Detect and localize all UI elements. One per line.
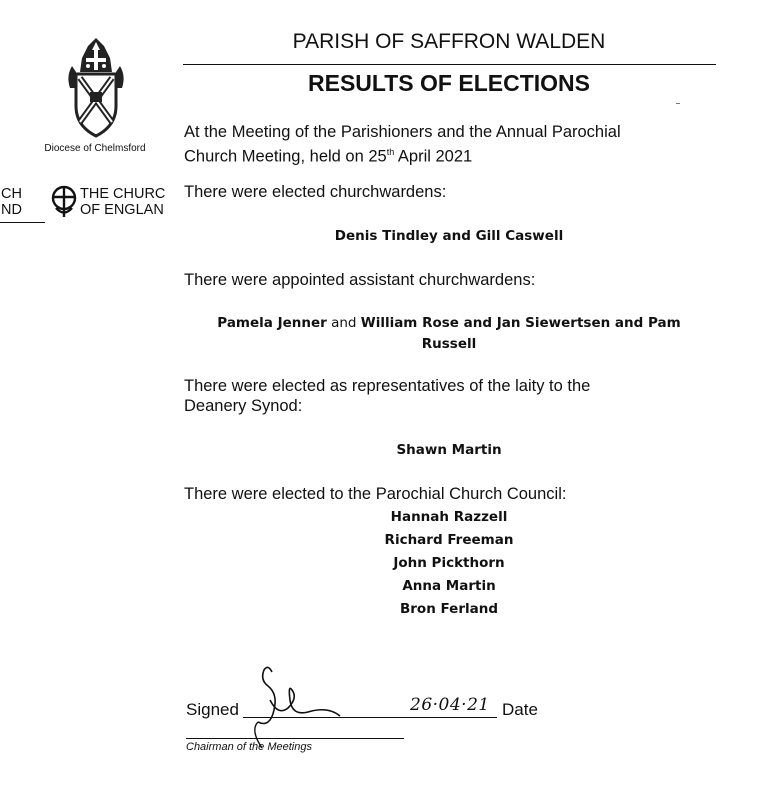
coe-cross-icon [50,184,78,218]
intro-ordinal-suffix: th [386,147,395,157]
deanery-names: Shawn Martin [396,442,502,458]
coe-left-line1: CH [1,186,22,202]
coe-wordmark-right [80,186,165,218]
heading-divider [183,64,716,65]
list-item: Richard Freeman [384,532,514,548]
date-label: Date [502,700,538,719]
coe-right-line1: THE CHURC [80,186,166,202]
list-item: John Pickthorn [393,555,505,571]
deanery-line2: Deanery Synod: [184,397,303,415]
assistant-names-2: William Rose and Jan Siewertsen and Pam [360,315,681,331]
chairman-line [186,738,404,739]
handwritten-signature [244,660,354,750]
churchwardens-label: There were elected churchwardens: [184,183,447,201]
pcc-label: There were elected to the Parochial Church Council: [184,485,567,503]
coe-right-line2: OF ENGLAN [80,202,164,218]
assistants-conjunction: and [326,315,361,331]
diocese-label: Diocese of Chelmsford [44,143,146,154]
intro-line1: At the Meeting of the Parishioners and the Annual Parochial [184,123,621,141]
handwritten-date: 26·04·21 [410,695,490,715]
intro-line2 [184,142,621,167]
assistants-names [183,313,715,355]
list-item: Anna Martin [402,578,496,594]
deanery-line1: There were elected as representatives of the laity to the [184,377,591,395]
coe-left-line2: ND [1,202,22,218]
intro-paragraph [184,122,621,167]
parish-heading: PARISH OF SAFFRON WALDEN [292,30,606,53]
list-item: Bron Ferland [399,601,499,617]
chairman-role-label: Chairman of the Meetings [186,741,312,753]
signed-label: Signed [186,700,239,719]
church-of-england-logo [0,183,180,227]
coe-underline [0,222,45,223]
list-item: Hannah Razzell [390,509,508,525]
assistants-line2: Russell [421,336,477,352]
pcc-members-list [183,506,715,621]
churchwardens-names: Denis Tindley and Gill Caswell [334,228,564,244]
coe-wordmark-left [0,186,22,218]
signature-line [243,717,497,718]
intro-line2-suffix: April 2021 [394,147,473,166]
scan-speck [676,103,680,104]
deanery-paragraph [184,376,590,416]
intro-line2-prefix: Church Meeting, held on 25 [184,147,387,166]
assistants-line1 [183,313,715,334]
assistants-label: There were appointed assistant churchwardens: [184,271,536,289]
page-title: RESULTS OF ELECTIONS [308,70,590,96]
diocese-crest-logo [58,36,134,140]
assistant-name-1: Pamela Jenner [217,315,327,331]
